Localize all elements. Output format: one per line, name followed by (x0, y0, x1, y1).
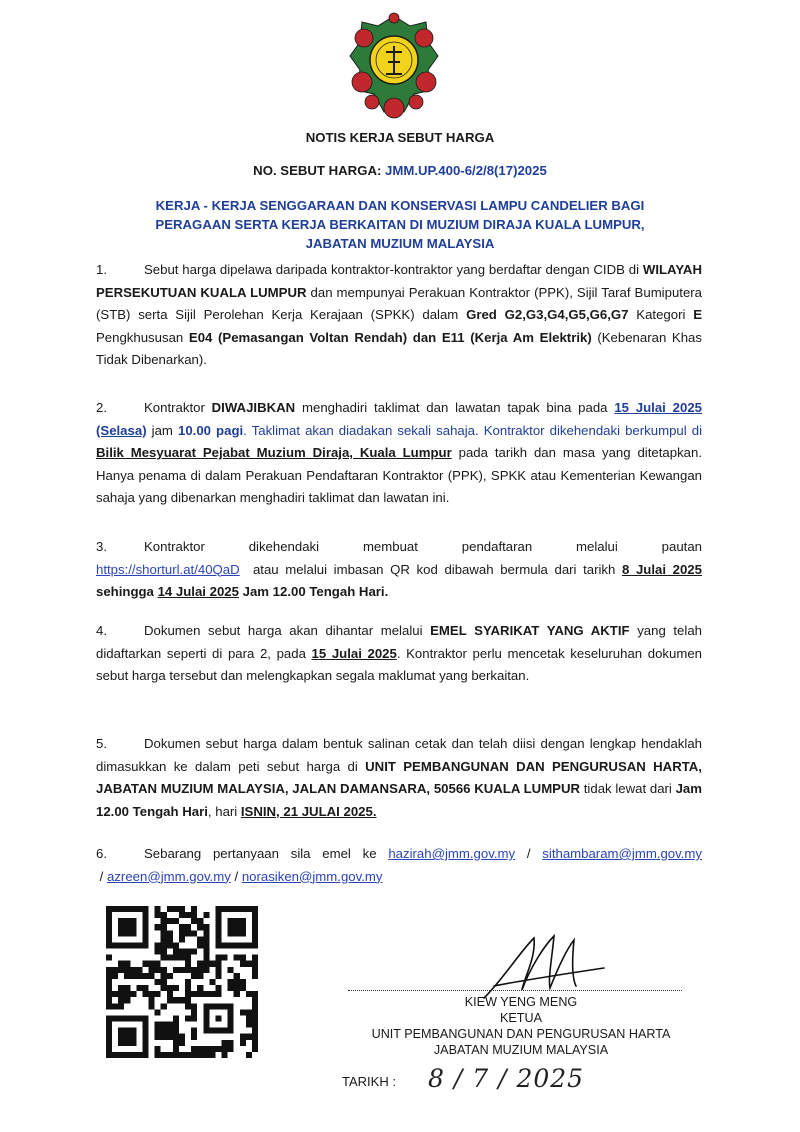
text: Sebarang pertanyaan sila emel ke (144, 846, 389, 861)
category: E (693, 307, 702, 323)
reference-number: JMM.UP.400-6/2/8(17)2025 (385, 163, 547, 178)
text: Sebut harga dipelawa daripada kontraktor-kontraktor yang berdaftar dengan CIDB di (144, 262, 643, 277)
text: . Kontraktor perlu mencetak keseluruhan dokumen sebut harga tersebut dan melengkapkan segala maklumat yang berkaitan. (96, 645, 703, 684)
submission-time: Jam 12.00 Tengah Hari (96, 781, 702, 819)
separator: / (515, 846, 543, 861)
separator: / (230, 868, 242, 884)
registration-link[interactable]: https://shorturl.at/40QaD (96, 561, 240, 577)
paragraph-2 (96, 397, 702, 510)
paragraph-line (96, 536, 702, 559)
registration-end-date: 14 Julai 2025 (157, 584, 239, 600)
project-title-line: PERAGAAN SERTA KERJA BERKAITAN DI MUZIUM DIRAJA KUALA LUMPUR, (155, 217, 645, 232)
email-link[interactable]: sithambaram@jmm.gov.my (542, 846, 702, 861)
quotation-reference (0, 163, 800, 178)
briefing-date: 15 Julai 2025 (Selasa) (96, 400, 702, 438)
signatory-name: KIEW YENG MENG (464, 995, 578, 1009)
paragraph-3 (96, 536, 702, 604)
signature-dotted-line (348, 990, 682, 991)
reference-label: NO. SEBUT HARGA: (253, 163, 386, 178)
paragraph-number: 6. (96, 846, 107, 861)
signatory-title: KETUA (500, 1011, 542, 1025)
text: Dokumen sebut harga akan dihantar melalui (144, 623, 431, 638)
jmm-emblem-logo (348, 12, 440, 122)
text: (Kebenaran Khas Tidak Dibenarkan). (96, 329, 702, 368)
paragraph-6 (96, 843, 702, 888)
text: Kategori (628, 307, 694, 323)
briefing-venue: Bilik Mesyuarat Pejabat Muzium Diraja, Kuala Lumpur (96, 445, 452, 461)
document-date: 15 Julai 2025 (311, 645, 397, 661)
text: menghadiri taklimat dan lawatan tapak bina pada (295, 400, 615, 415)
text: Kontraktor dikehendaki membuat pendaftaran melalui pautan (144, 539, 702, 554)
registration-start-date: 8 Julai 2025 (621, 561, 702, 577)
text-bold: DIWAJIBKAN (211, 400, 296, 415)
paragraph-5 (96, 733, 702, 823)
text: dan mempunyai Perakuan Kontraktor (PPK), Sijil Taraf Bumiputera (STB) serta Sijil Perolehan Kerja Kerajaan (SPKK) dalam (96, 284, 702, 323)
signatory-unit: UNIT PEMBANGUNAN DAN PENGURUSAN HARTA (371, 1027, 671, 1041)
email-link[interactable]: azreen@jmm.gov.my (107, 868, 231, 884)
project-title (0, 196, 800, 253)
separator: / (96, 868, 107, 884)
text-bold: EMEL SYARIKAT YANG AKTIF (430, 623, 630, 638)
paragraph-number: 1. (96, 262, 107, 277)
registration-qr-code[interactable] (106, 906, 258, 1058)
handwritten-date: 8 / 7 / 2025 (428, 1064, 585, 1093)
text: , hari (207, 803, 241, 819)
date-label: TARIKH : (342, 1074, 396, 1089)
text: . Taklimat akan diadakan sekali sahaja. Kontraktor dikehendaki berkumpul di (243, 422, 702, 438)
briefing-time: 10.00 pagi (177, 422, 244, 438)
specialisation: E04 (Pemasangan Voltan Rendah) dan E11 (Kerja Am Elektrik) (188, 329, 592, 345)
notice-title: NOTIS KERJA SEBUT HARGA (305, 130, 495, 145)
text: Dokumen sebut harga dalam bentuk salinan cetak dan telah diisi dengan lengkap hendaklah dimasukkan ke dalam peti sebut harga di (96, 736, 702, 774)
project-title-line: JABATAN MUZIUM MALAYSIA (305, 236, 495, 251)
grade-list: Gred G2,G3,G4,G5,G6,G7 (466, 307, 629, 323)
paragraph-4 (96, 620, 702, 688)
email-link[interactable]: hazirah@jmm.gov.my (388, 846, 516, 861)
paragraph-number: 3. (96, 539, 107, 554)
project-title-line: KERJA - KERJA SENGGARAAN DAN KONSERVASI LAMPU CANDELIER BAGI (155, 198, 645, 213)
text: Kontraktor (144, 400, 212, 415)
signatory-department: JABATAN MUZIUM MALAYSIA (433, 1043, 609, 1057)
text: jam (146, 422, 178, 438)
text: atau melalui imbasan QR kod dibawah bermula dari tarikh (239, 561, 622, 577)
text: yang telah didaftarkan seperti di para 2, pada (96, 623, 702, 661)
text-bold: WILAYAH PERSEKUTUAN KUALA LUMPUR (96, 262, 702, 300)
text-bold: sehingga (96, 584, 158, 600)
text: pada tarikh dan masa yang ditetapkan. Hanya penama di dalam Perakuan Pendaftaran Kontraktor (PPK), SPKK atau Kementerian Kewangan sahaja yang dibenarkan menghadiri taklimat dan lawatan ini. (96, 445, 702, 506)
submission-date: ISNIN, 21 JULAI 2025. (240, 803, 377, 819)
text: Pengkhususan (96, 329, 189, 345)
text: tidak lewat dari (580, 781, 676, 797)
registration-deadline-time: Jam 12.00 Tengah Hari. (238, 584, 389, 600)
paragraph-number: 5. (96, 736, 107, 751)
paragraph-1 (96, 259, 702, 372)
paragraph-number: 4. (96, 623, 107, 638)
paragraph-number: 2. (96, 400, 107, 415)
email-link[interactable]: norasiken@jmm.gov.my (241, 868, 383, 884)
submission-address: UNIT PEMBANGUNAN DAN PENGURUSAN HARTA, JABATAN MUZIUM MALAYSIA, JALAN DAMANSARA, 50566 KUALA LUMPUR (96, 758, 702, 797)
